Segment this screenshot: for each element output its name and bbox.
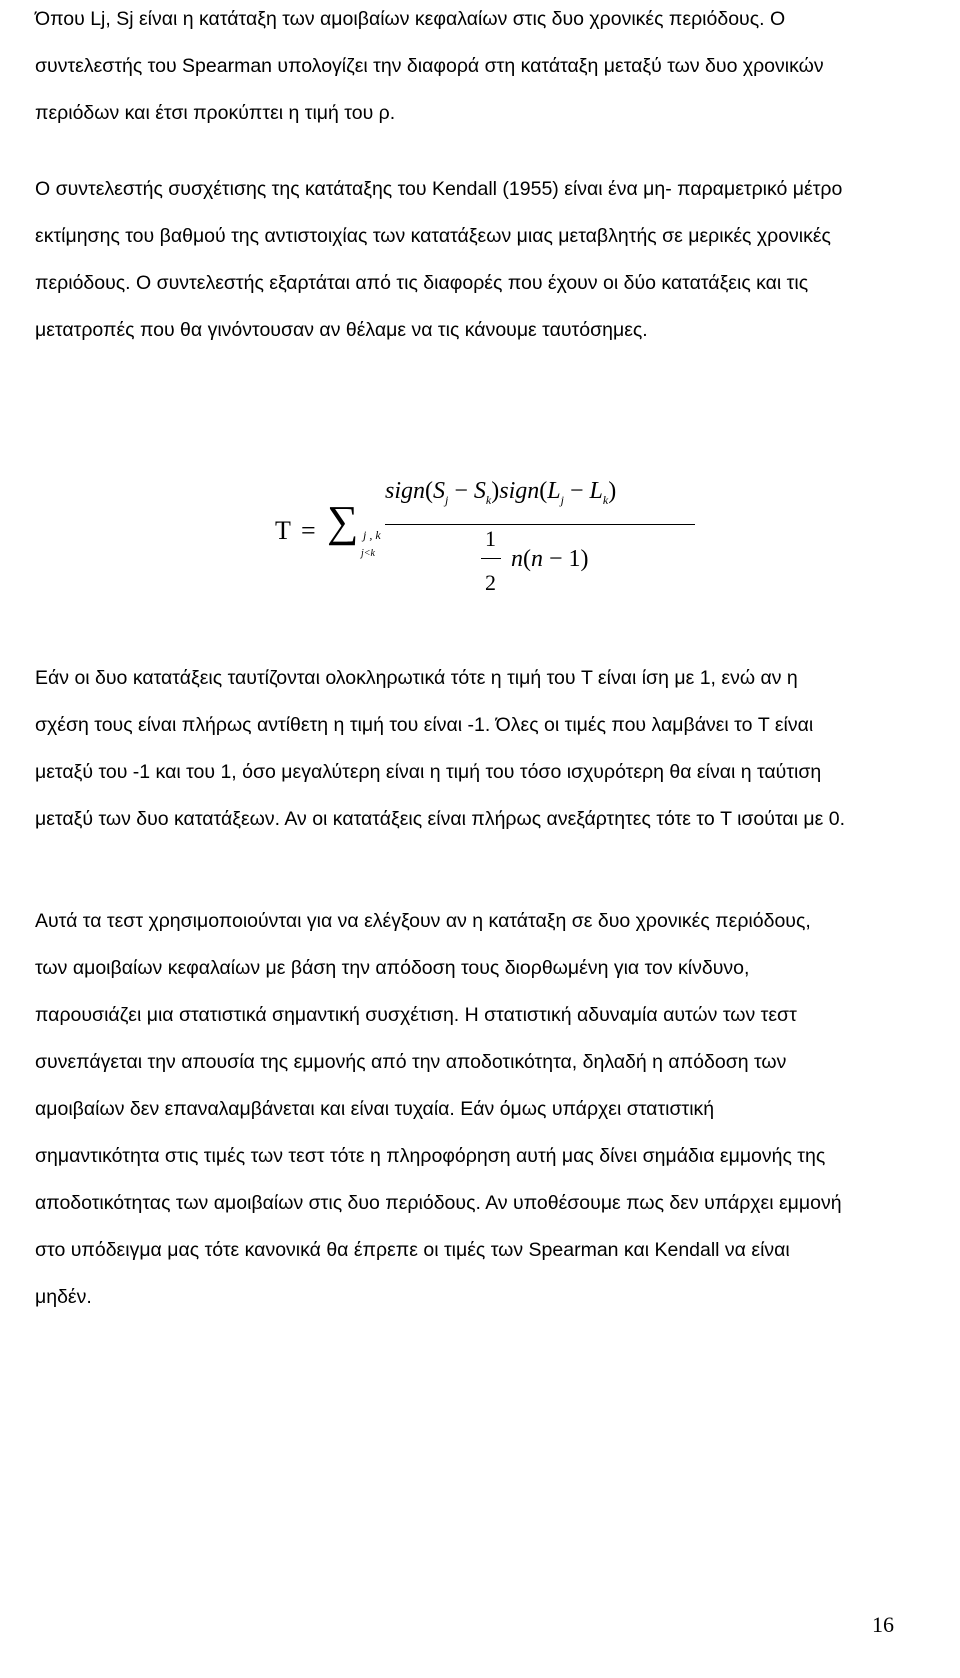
variable-n: n bbox=[531, 546, 543, 572]
page-number: 16 bbox=[872, 1612, 894, 1637]
minus: − bbox=[563, 478, 590, 504]
variable-s: S bbox=[433, 478, 446, 504]
summation-symbol: ∑ bbox=[327, 497, 359, 546]
paragraph-tests-usage bbox=[35, 898, 925, 1321]
text-line: στο υπόδειγμα μας τότε κανονικά θα έπρεπε οι τιμές των Spearman και Kendall να είναι bbox=[35, 1239, 790, 1261]
text-line: συντελεστής του Spearman υπολογίζει την διαφορά στη κατάταξη μεταξύ των δυο χρονικών bbox=[35, 55, 824, 77]
text-line: εκτίμησης του βαθμού της αντιστοιχίας των κατατάξεων μιας μεταβλητής σε μερικές χρονικές bbox=[35, 225, 831, 247]
text-line: παρουσιάζει μια στατιστικά σημαντική συσχέτιση. Η στατιστική αδυναμία αυτών των τεστ bbox=[35, 1004, 797, 1026]
formula-denominator bbox=[511, 546, 589, 573]
formula-lhs: T bbox=[275, 516, 291, 545]
text-line: περιόδων και έτσι προκύπτει η τιμή του ρ. bbox=[35, 102, 396, 124]
text-line: σημαντικότητα στις τιμές των τεστ τότε η πληροφόρηση αυτή μας δίνει σημάδια εμμονής της bbox=[35, 1145, 826, 1167]
paragraph-spearman-definition bbox=[35, 0, 925, 137]
paren: ) bbox=[580, 546, 589, 572]
text-line: μεταξύ των δυο κατατάξεων. Αν οι κατατάξεις είναι πλήρως ανεξάρτητες τότε το T ισούται με 0. bbox=[35, 808, 846, 830]
subscript-j: j bbox=[445, 492, 449, 507]
sign-function: sign bbox=[385, 478, 426, 504]
variable-n: n bbox=[511, 546, 523, 572]
paren: ( bbox=[539, 478, 548, 504]
text-line: Ο συντελεστής συσχέτισης της κατάταξης του Kendall (1955) είναι ένα μη- παραμετρικό μέτρο bbox=[35, 178, 843, 200]
variable-l: L bbox=[589, 478, 603, 504]
paren: ( bbox=[523, 546, 531, 572]
text-line: περιόδους. Ο συντελεστής εξαρτάται από τις διαφορές που έχουν οι δύο κατατάξεις και τις bbox=[35, 272, 809, 294]
variable-l: L bbox=[547, 478, 561, 504]
subscript-k: k bbox=[602, 492, 609, 507]
text-line: μετατροπές που θα γινόντουσαν αν θέλαμε να τις κάνουμε ταυτόσημες. bbox=[35, 319, 648, 341]
sign-function: sign bbox=[499, 478, 540, 504]
text-line: Όπου Lj, Sj είναι η κατάταξη των αμοιβαίων κεφαλαίων στις δυο χρονικές περιόδους. Ο bbox=[35, 8, 786, 30]
text-line: μεταξύ του -1 και του 1, όσο μεγαλύτερη είναι η τιμή του τόσο ισχυρότερη θα είναι η ταύτιση bbox=[35, 761, 822, 783]
variable-s: S bbox=[473, 478, 486, 504]
subscript-k: k bbox=[485, 492, 492, 507]
text-line: μηδέν. bbox=[35, 1286, 92, 1308]
subscript-j: j bbox=[560, 492, 564, 507]
paren: ) bbox=[608, 478, 617, 504]
paragraph-tau-interpretation bbox=[35, 655, 925, 843]
text-line: συνεπάγεται την απουσία της εμμονής από την αποδοτικότητα, δηλαδή η απόδοση των bbox=[35, 1051, 787, 1073]
minus-one: − 1 bbox=[543, 546, 581, 572]
fraction-bar bbox=[385, 524, 695, 525]
half-numerator: 1 bbox=[485, 526, 496, 551]
minus: − bbox=[448, 478, 474, 504]
text-line: Αυτά τα τεστ χρησιμοποιούνται για να ελέγξουν αν η κατάταξη σε δυο χρονικές περιόδους, bbox=[35, 910, 811, 932]
text-line: σχέση τους είναι πλήρως αντίθετη η τιμή του είναι -1. Όλες οι τιμές που λαμβάνει το T είναι bbox=[35, 714, 814, 736]
text-line: των αμοιβαίων κεφαλαίων με βάση την απόδοση τους διορθωμένη για τον κίνδυνο, bbox=[35, 957, 750, 979]
text-line: αποδοτικότητας των αμοιβαίων στις δυο περιόδους. Αν υποθέσουμε πως δεν υπάρχει εμμονή bbox=[35, 1192, 842, 1214]
kendall-tau-formula bbox=[275, 470, 715, 610]
paren: ) bbox=[491, 478, 500, 504]
summation-condition: j<k bbox=[361, 548, 375, 559]
paragraph-kendall-intro bbox=[35, 166, 925, 354]
summation-index: j , k bbox=[363, 528, 381, 542]
text-line: αμοιβαίων δεν επαναλαμβάνεται και είναι τυχαία. Εάν όμως υπάρχει στατιστική bbox=[35, 1098, 715, 1120]
paren: ( bbox=[425, 478, 434, 504]
half-denominator: 2 bbox=[485, 570, 496, 595]
text-line: Εάν οι δυο κατατάξεις ταυτίζονται ολοκληρωτικά τότε η τιμή του T είναι ίση με 1, ενώ αν η bbox=[35, 667, 798, 689]
formula-equals: = bbox=[301, 516, 316, 545]
half-fraction-bar bbox=[481, 558, 501, 559]
formula-numerator bbox=[385, 478, 616, 508]
